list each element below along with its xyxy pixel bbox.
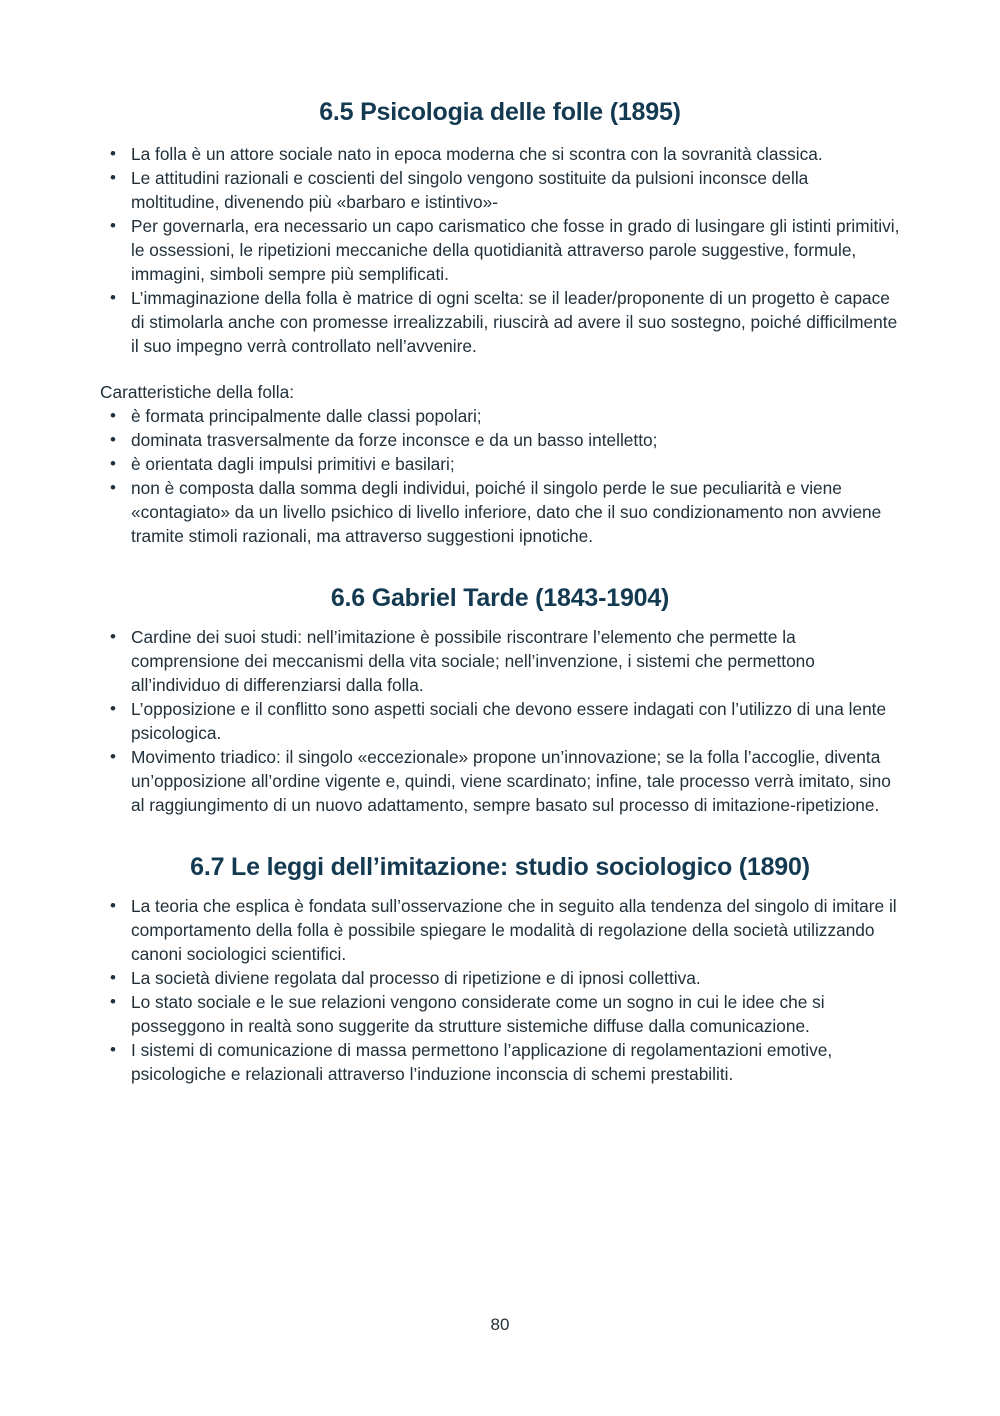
list-item: • Movimento triadico: il singolo «eccezionale» propone un’innovazione; se la folla l’accoglie, diventa un’opposizione all’ordine vigente e, quindi, viene scardinato; infine, tale processo verrà imitato, sino al raggiungimento di un nuovo adattamento, sempre basato sul processo di imitazione-ripetizione. xyxy=(100,745,900,817)
list-item: • La teoria che esplica è fondata sull’osservazione che in seguito alla tendenza del singolo di imitare il comportamento della folla è possibile spiegare le modalità di regolazione della società utilizzando canoni sociologici scientifici. xyxy=(100,894,900,966)
section-title-6-5: 6.5 Psicologia delle folle (1895) xyxy=(319,98,681,126)
list-item: • La società diviene regolata dal processo di ripetizione e di ipnosi collettiva. xyxy=(100,966,900,990)
list-item: • dominata trasversalmente da forze inconsce e da un basso intelletto; xyxy=(100,428,900,452)
section-title-6-7: 6.7 Le leggi dell’imitazione: studio sociologico (1890) xyxy=(190,853,810,881)
list-item: • è orientata dagli impulsi primitivi e basilari; xyxy=(100,452,900,476)
list-item: • Cardine dei suoi studi: nell’imitazione è possibile riscontrare l’elemento che permette la comprensione dei meccanismi della vita sociale; nell’invenzione, i sistemi che permettono all’individuo di differenziarsi dalla folla. xyxy=(100,625,900,697)
page-number: 80 xyxy=(490,1315,510,1334)
list-item: • La folla è un attore sociale nato in epoca moderna che si scontra con la sovranità classica. xyxy=(100,142,900,166)
list-item: • Per governarla, era necessario un capo carismatico che fosse in grado di lusingare gli istinti primitivi, le ossessioni, le ripetizioni meccaniche della quotidianità attraverso parole suggestive, formule, immagini, simboli sempre più semplificati. xyxy=(100,214,900,286)
list-item: • L’opposizione e il conflitto sono aspetti sociali che devono essere indagati con l’utilizzo di una lente psicologica. xyxy=(100,697,900,745)
section-6-7-bullet-list xyxy=(100,894,900,1086)
characteristics-intro: Caratteristiche della folla: xyxy=(100,382,295,402)
section-title-6-6: 6.6 Gabriel Tarde (1843-1904) xyxy=(330,584,670,612)
list-item: • L’immaginazione della folla è matrice di ogni scelta: se il leader/proponente di un progetto è capace di stimolarla anche con promesse irrealizzabili, riuscirà ad avere il suo sostegno, poiché difficilmente il suo impegno verrà controllato nell’avvenire. xyxy=(100,286,900,358)
list-item: • è formata principalmente dalle classi popolari; xyxy=(100,404,900,428)
list-item: • Le attitudini razionali e coscienti del singolo vengono sostituite da pulsioni inconsce della moltitudine, divenendo più «barbaro e istintivo»- xyxy=(100,166,900,214)
characteristics-bullet-list xyxy=(100,404,900,548)
list-item: • Lo stato sociale e le sue relazioni vengono considerate come un sogno in cui le idee che si posseggono in realtà sono suggerite da strutture sistemiche diffuse dalla comunicazione. xyxy=(100,990,900,1038)
list-item: • non è composta dalla somma degli individui, poiché il singolo perde le sue peculiarità e viene «contagiato» da un livello psichico di livello inferiore, dato che il suo condizionamento non avviene tramite stimoli razionali, ma attraverso suggestioni ipnotiche. xyxy=(100,476,900,548)
section-6-6-bullet-list xyxy=(100,625,900,817)
section-6-5-bullet-list xyxy=(100,142,900,358)
list-item: • I sistemi di comunicazione di massa permettono l’applicazione di regolamentazioni emotive, psicologiche e relazionali attraverso l’induzione inconscia di schemi prestabiliti. xyxy=(100,1038,900,1086)
